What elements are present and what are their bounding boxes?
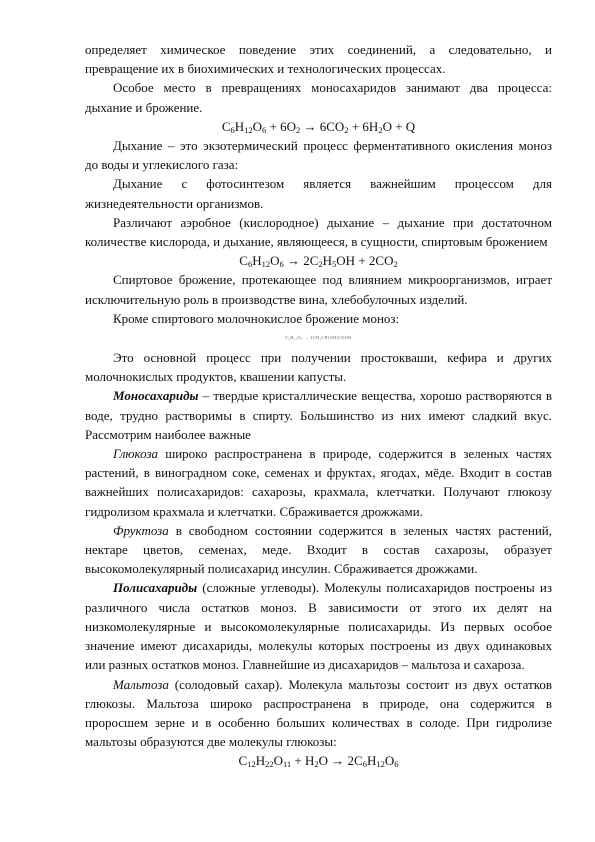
equation-lactic-small: C₆H₁₂O₆ → 2CH₃CH(OH)COOH: [285, 335, 352, 341]
equation-respiration: $C_6H_{12}O_6 + 6O_2 \to 6CO_2 + 6H_2O + Q$: [221, 118, 416, 135]
paragraph-3: Дыхание – это экзотермический процесс ферментативного окисления моноз до воды и углекислого газа:: [85, 138, 552, 173]
term-fructose: Фруктоза: [113, 522, 169, 538]
paragraph-maltose: Мальтоза (солодовый сахар). Молекула мальтозы состоит из двух остатков глюкозы. Мальтоза широко распространена в природе, она содержится в проросшем зерне и в особенно больших количествах в солоде. При гидролизе мальтозы образуются две молекулы глюкозы:: [85, 676, 552, 750]
paragraph-glucose: Глюкоза широко распространена в природе, содержится в зеленых частях растений, в виноградном соке, семенах и фруктах, ягодах, мёде. Входит в состав важнейших полисахаридов: сахарозы, крахмала, клетчатки. Получают глюкозу гидролизом крахмала и клетчатки. Сбраживается дрожжами.: [85, 446, 552, 519]
term-polysaccharides: Полисахариды: [113, 580, 198, 596]
paragraph-8: Это основной процесс при получении простокваши, кефира и других молочнокислых продуктов, квашении капусты.: [85, 350, 552, 385]
paragraph-4: Дыхание с фотосинтезом является важнейшим процессом для жизнедеятельности организмов.: [85, 176, 552, 211]
term-monosaccharides: Моносахариды: [113, 388, 199, 404]
paragraph-fructose: Фруктоза в свободном состоянии содержится в зеленых частях растений, нектаре цветов, семенах, меде. Входит в состав сахарозы, образует высокомолекулярный полисахарид инсулин. Сбраживается дрожжами.: [85, 522, 552, 577]
paragraph-7: Кроме спиртового молочнокислое брожение моноз:: [113, 310, 400, 326]
term-glucose: Глюкоза: [113, 446, 159, 462]
paragraph-6: Спиртовое брожение, протекающее под влиянием микроорганизмов, играет исключительную роль в производстве вина, хлебобулочных изделий.: [85, 272, 552, 307]
paragraph-2: Особое место в превращениях моносахаридов занимают два процесса: дыхание и брожение.: [85, 80, 552, 115]
document-page: [85, 40, 552, 771]
paragraph-polysaccharides: Полисахариды (сложные углеводы). Молекулы полисахаридов построены из различного числа остатков моноз. В зависимости от этого их делят на низкомолекулярные и высокомолекулярные полисахариды. Из первых особое значение имеют дисахариды, молекулы которых построены из двух одинаковых или разных остатков моноз. Главнейшие из дисахаридов – мальтоза и сахароза.: [85, 580, 552, 673]
paragraph-1: определяет химическое поведение этих соединений, а следовательно, и превращение их в биохимических и технологических процессах.: [85, 42, 552, 77]
term-maltose: Мальтоза: [113, 676, 169, 692]
equation-fermentation: $C_6H_{12}O_6 \to 2C_2H_5OH + 2CO_2$: [239, 253, 398, 270]
paragraph-5: Различают аэробное (кислородное) дыхание – дыхание при достаточном количестве кислорода, и дыхание, являющееся, в сущности, спиртовым брожением: [85, 214, 552, 250]
paragraph-monosaccharides: Моносахариды – твердые кристаллические вещества, хорошо растворяются в воде, трудно растворимы в спирту. Большинство из них имеют сладкий вкус. Рассмотрим наиболее важные: [85, 388, 552, 442]
equation-maltose-hydrolysis: $C_{12}H_{22}O_{11} + H_2O \to 2C_6H_{12}O_6$: [238, 753, 399, 770]
